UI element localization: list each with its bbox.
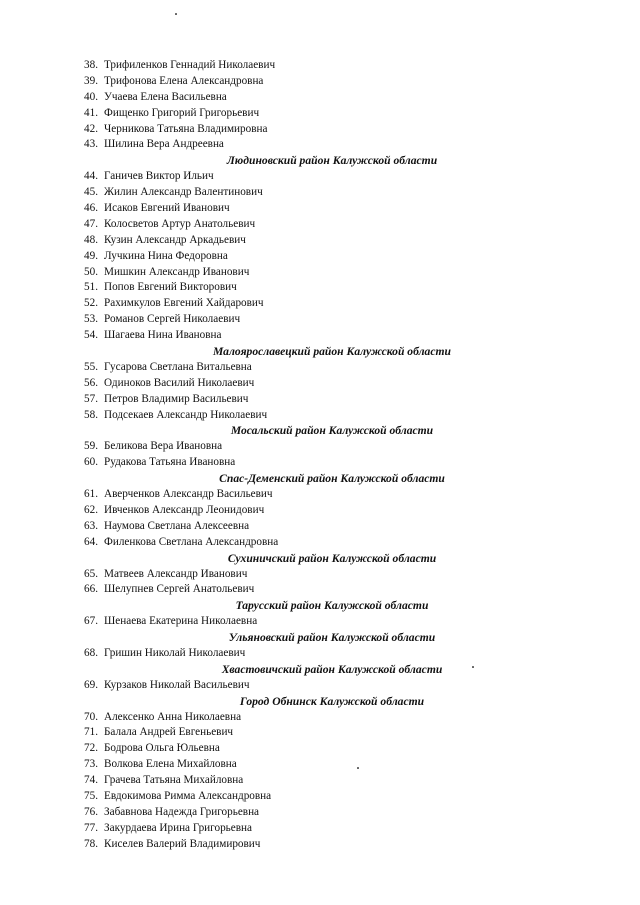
list-item-number: 48.	[84, 233, 98, 246]
list-item-name: Матвеев Александр Иванович	[104, 567, 248, 580]
list-item	[0, 328, 640, 344]
list-item	[0, 137, 640, 153]
list-item	[0, 789, 640, 805]
list-item-number: 66.	[84, 583, 98, 596]
list-item-name: Кузин Александр Аркадьевич	[104, 233, 246, 246]
list-item	[0, 408, 640, 424]
list-item-name: Шагаева Нина Ивановна	[104, 329, 222, 342]
list-item-number: 64.	[84, 535, 98, 548]
list-item-name: Гришин Николай Николаевич	[104, 646, 246, 659]
list-item-name: Волкова Елена Михайловна	[104, 758, 237, 771]
list-item-name: Фищенко Григорий Григорьевич	[104, 106, 260, 119]
list-item-number: 75.	[84, 789, 98, 802]
list-item-name: Попов Евгений Викторович	[104, 281, 237, 294]
scan-speck	[472, 666, 474, 668]
list-item-number: 63.	[84, 519, 98, 532]
list-item-name: Киселев Валерий Владимирович	[104, 837, 261, 850]
list-item-number: 38.	[84, 59, 98, 71]
list-item-name: Шелупнев Сергей Анатольевич	[104, 583, 255, 596]
list-item-name: Подсекаев Александр Николаевич	[104, 408, 268, 421]
list-item-number: 53.	[84, 313, 98, 326]
list-item	[0, 360, 640, 376]
list-item-name: Ганичев Виктор Ильич	[104, 170, 214, 183]
list-item	[0, 710, 640, 726]
list-item-name: Закурдаева Ирина Григорьевна	[104, 821, 252, 834]
list-item-name: Мишкин Александр Иванович	[104, 265, 250, 278]
scan-speck	[175, 13, 177, 15]
list-item	[0, 249, 640, 265]
list-item-name: Забавнова Надежда Григорьевна	[104, 805, 260, 818]
list-item	[0, 296, 640, 312]
list-item	[0, 312, 640, 328]
scan-speck	[357, 767, 359, 769]
section-heading: Малоярославецкий район Калужской области	[213, 345, 451, 359]
list-item-name: Беликова Вера Ивановна	[104, 440, 223, 453]
section-heading: Людиновский район Калужской области	[226, 154, 438, 168]
list-item-number: 39.	[84, 74, 98, 87]
list-item-name: Балала Андрей Евгеньевич	[104, 726, 234, 739]
list-item-number: 76.	[84, 805, 98, 818]
list-item-number: 41.	[84, 106, 98, 119]
list-item-number: 58.	[84, 408, 98, 421]
list-item	[0, 439, 640, 455]
list-item	[0, 392, 640, 408]
list-item-number: 60.	[84, 456, 98, 469]
section-heading: Сухиничский район Калужской области	[227, 551, 437, 565]
list-item-number: 40.	[84, 90, 98, 103]
list-item	[0, 678, 640, 694]
section-heading: Хвастовичский район Калужской области	[221, 662, 443, 676]
list-item-number: 50.	[84, 265, 98, 278]
list-item-name: Исаков Евгений Иванович	[104, 202, 230, 215]
list-item-number: 68.	[84, 646, 98, 659]
list-item	[0, 376, 640, 392]
list-item-number: 59.	[84, 440, 98, 453]
list-item-name: Петров Владимир Васильевич	[104, 392, 249, 405]
list-item-name: Шилина Вера Андреевна	[104, 138, 224, 151]
list-item	[0, 741, 640, 757]
list-item-name: Курзаков Николай Васильевич	[104, 678, 250, 691]
list-item-number: 42.	[84, 122, 98, 135]
list-item-number: 71.	[84, 726, 98, 739]
list-item-name: Филенкова Светлана Александровна	[104, 535, 279, 548]
section-heading: Спас-Деменский район Калужской области	[219, 472, 445, 486]
list-item-name: Алексенко Анна Николаевна	[104, 710, 242, 723]
list-item-name: Евдокимова Римма Александровна	[104, 789, 272, 802]
list-item	[0, 280, 640, 296]
list-item	[0, 487, 640, 503]
list-item-name: Романов Сергей Николаевич	[104, 313, 241, 326]
list-item	[0, 217, 640, 233]
section-heading: Город Обнинск Калужской области	[239, 694, 425, 708]
list-item	[0, 519, 640, 535]
list-item	[0, 185, 640, 201]
list-item-name: Бодрова Ольга Юльевна	[104, 742, 220, 755]
list-item-name: Одиноков Василий Николаевич	[104, 376, 255, 389]
list-item-number: 51.	[84, 281, 98, 294]
list-item-name: Черникова Татьяна Владимировна	[104, 122, 268, 135]
list-item-name: Ивченков Александр Леонидович	[104, 503, 265, 516]
list-item	[0, 455, 640, 471]
list-item-number: 62.	[84, 503, 98, 516]
list-item-number: 57.	[84, 392, 98, 405]
list-item-number: 49.	[84, 249, 98, 262]
list-item	[0, 169, 640, 185]
list-item	[0, 106, 640, 122]
list-item-name: Жилин Александр Валентинович	[104, 186, 263, 199]
list-item-number: 46.	[84, 202, 98, 215]
list-item-number: 73.	[84, 758, 98, 771]
list-item	[0, 201, 640, 217]
list-item-name: Наумова Светлана Алексеевна	[104, 519, 250, 532]
list-item	[0, 582, 640, 598]
section-heading: Ульяновский район Калужской области	[228, 631, 436, 645]
list-item-number: 67.	[84, 615, 98, 628]
list-item-number: 70.	[84, 710, 98, 723]
list-item-name: Учаева Елена Васильевна	[104, 90, 227, 103]
list-item-name: Грачева Татьяна Михайловна	[104, 774, 244, 787]
list-item	[0, 614, 640, 630]
name-list-document	[0, 58, 640, 853]
section-heading: Мосальский район Калужской области	[230, 424, 434, 438]
list-item-number: 44.	[84, 170, 98, 183]
list-item-number: 43.	[84, 138, 98, 151]
list-item-number: 61.	[84, 488, 98, 501]
list-item	[0, 265, 640, 281]
list-item	[0, 233, 640, 249]
list-item-name: Рахимкулов Евгений Хайдарович	[104, 297, 264, 310]
list-item	[0, 805, 640, 821]
list-item-name: Рудакова Татьяна Ивановна	[104, 456, 236, 469]
list-item	[0, 725, 640, 741]
list-item	[0, 90, 640, 106]
list-item-name: Шенаева Екатерина Николаевна	[104, 615, 258, 628]
list-item	[0, 646, 640, 662]
list-item-name: Трифонова Елена Александровна	[104, 74, 264, 87]
list-item	[0, 837, 640, 853]
list-item-name: Трифиленков Геннадий Николаевич	[104, 59, 276, 71]
list-item-number: 56.	[84, 376, 98, 389]
list-item-number: 78.	[84, 837, 98, 850]
list-item-number: 72.	[84, 742, 98, 755]
list-item-number: 69.	[84, 678, 98, 691]
list-item-name: Гусарова Светлана Витальевна	[104, 360, 252, 373]
list-item-name: Колосветов Артур Анатольевич	[104, 217, 256, 230]
list-item-number: 74.	[84, 774, 98, 787]
list-item	[0, 122, 640, 138]
list-item-number: 77.	[84, 821, 98, 834]
list-item	[0, 535, 640, 551]
list-item	[0, 821, 640, 837]
list-item-name: Лучкина Нина Федоровна	[104, 249, 228, 262]
list-item	[0, 58, 640, 74]
list-item-number: 45.	[84, 186, 98, 199]
list-item-number: 47.	[84, 217, 98, 230]
list-item-number: 54.	[84, 329, 98, 342]
list-item	[0, 567, 640, 583]
list-item	[0, 503, 640, 519]
list-item-number: 65.	[84, 567, 98, 580]
list-item	[0, 74, 640, 90]
list-item-name: Аверченков Александр Васильевич	[104, 488, 273, 501]
list-item-number: 55.	[84, 360, 98, 373]
list-item	[0, 757, 640, 773]
list-item-number: 52.	[84, 297, 98, 310]
list-item	[0, 773, 640, 789]
section-heading: Тарусский район Калужской области	[235, 599, 429, 613]
